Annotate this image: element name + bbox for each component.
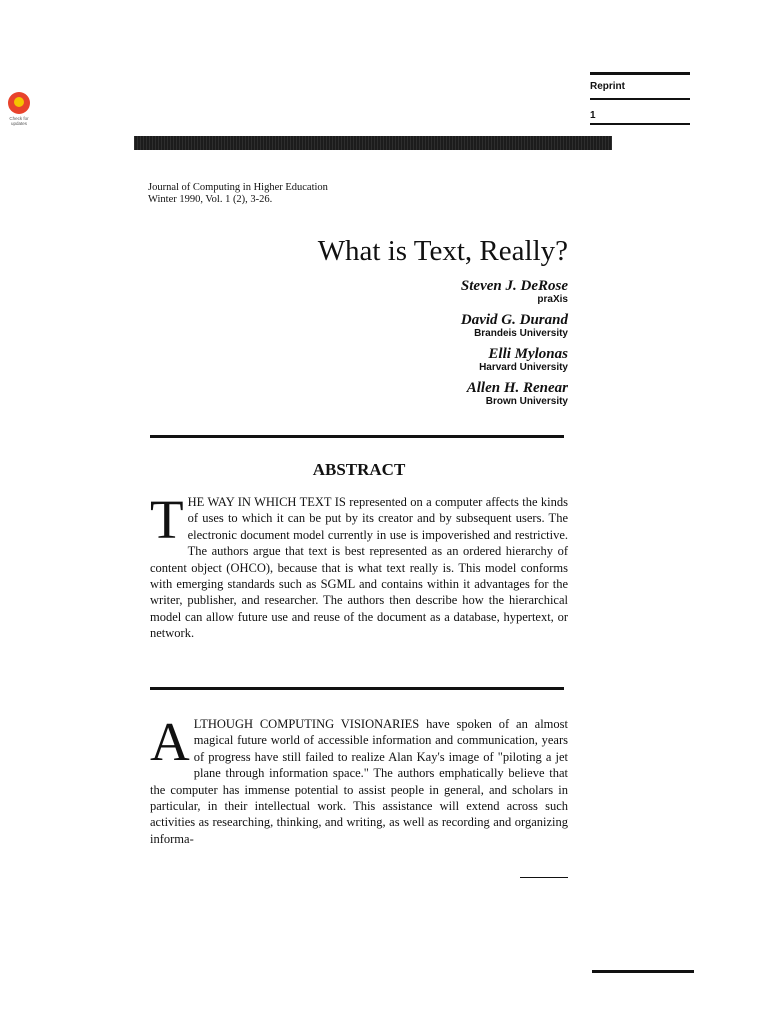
author-name: Steven J. DeRose — [460, 278, 568, 294]
abstract-text — [150, 489, 568, 642]
journal-citation — [148, 182, 328, 206]
author-entry — [300, 346, 568, 374]
check-for-updates-icon — [8, 92, 30, 114]
author-entry — [300, 380, 568, 408]
body-text — [150, 711, 568, 847]
abstract-rule-bottom — [150, 687, 564, 690]
header-rule-middle — [590, 98, 690, 100]
author-affiliation: Harvard University — [479, 362, 568, 373]
check-for-updates-badge[interactable] — [2, 92, 36, 126]
body-paragraph: LTHOUGH COMPUTING VISIONARIES have spoken of an almost magical future world of accessible information and communication, years of progress have still failed to realize Alan Kay's image of "piloting a jet plane through information space." The authors emphatically believe that the computer has immense potential to assist people in general, and scholars in particular, in their intellectual work. This assistance will extend across such activities as researching, thinking, and writing, as well as recording and organizing informa- — [150, 717, 568, 846]
body-dropcap: A — [150, 711, 190, 772]
abstract-dropcap: T — [150, 489, 184, 550]
author-name: David G. Durand — [460, 312, 568, 328]
author-name: Elli Mylonas — [488, 346, 568, 362]
continuation-rule — [520, 877, 568, 878]
author-entry — [300, 312, 568, 340]
author-name: Allen H. Renear — [466, 380, 568, 396]
journal-issue: Winter 1990, Vol. 1 (2), 3-26. — [148, 194, 273, 205]
author-list — [300, 278, 568, 414]
reprint-label: Reprint — [590, 81, 625, 92]
abstract-heading: ABSTRACT — [312, 460, 406, 479]
footer-rule — [592, 970, 694, 973]
header-banner — [134, 136, 612, 150]
author-affiliation: Brown University — [485, 396, 568, 407]
page-number: 1 — [590, 110, 596, 121]
author-affiliation: praXis — [537, 294, 568, 305]
journal-name: Journal of Computing in Higher Education — [148, 182, 328, 193]
header-rule-top — [590, 72, 690, 75]
author-affiliation: Brandeis University — [474, 328, 568, 339]
author-entry — [300, 278, 568, 306]
abstract-body: HE WAY IN WHICH TEXT IS represented on a computer affects the kinds of uses to which it can be put by its creator and by subsequent users. The electronic document model currently in use is impoverished and restrictive. The authors argue that text is best represented as an ordered hierarchy of content object (OHCO), because that is what text really is. This model conforms with emerging standards such as SGML and contains within it advantages for the writer, publisher, and researcher. The authors then describe how the hierarchical model can allow future use and reuse of the document as a database, hypertext, or network. — [150, 495, 568, 641]
header-rule-bottom — [590, 123, 690, 125]
abstract-rule-top — [150, 435, 564, 438]
paper-title: What is Text, Really? — [317, 235, 568, 267]
badge-label: Check for updates — [9, 116, 29, 126]
